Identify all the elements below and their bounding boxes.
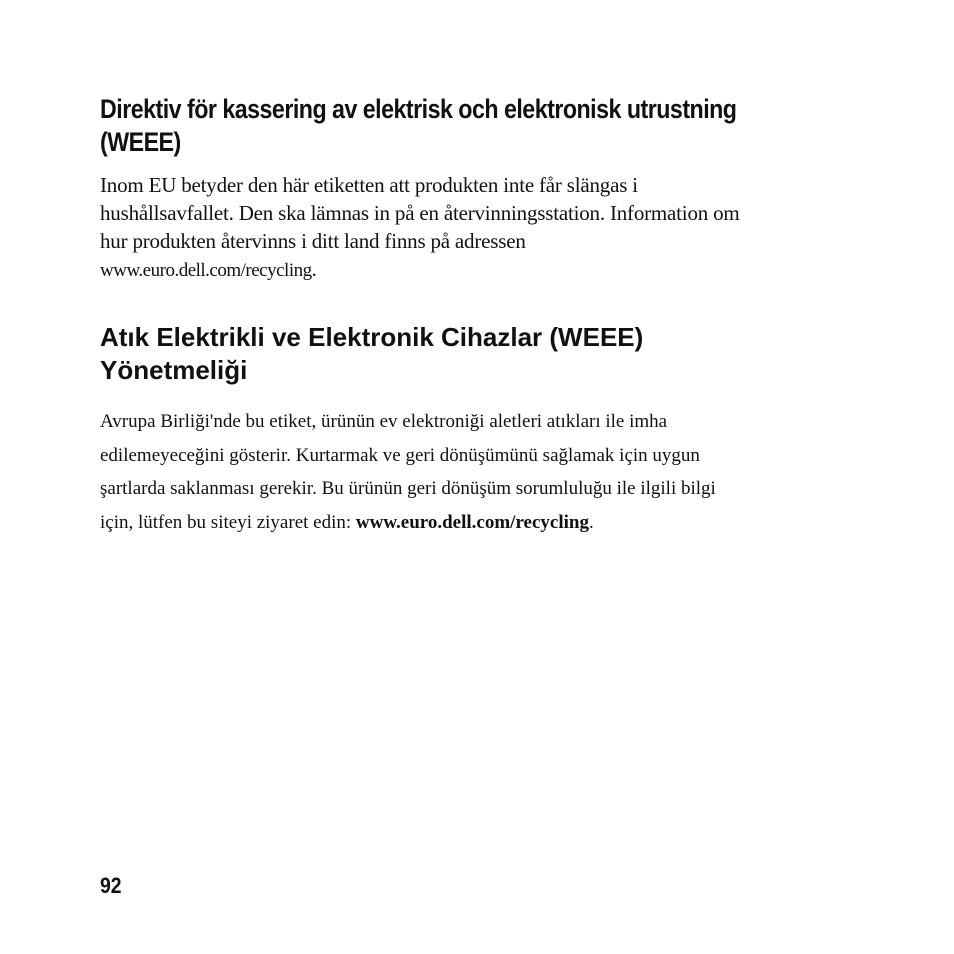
paragraph-weee-turkish	[100, 405, 860, 539]
heading-line: Atık Elektrikli ve Elektronik Cihazlar (WEEE)	[100, 322, 644, 352]
paragraph-line	[100, 255, 860, 285]
recycling-link-turkish[interactable]: www.euro.dell.com/recycling	[355, 511, 589, 533]
section-weee-swedish	[100, 93, 860, 285]
paragraph-line: edilemeyeceğini gösterir. Kurtarmak ve geri dönüşümünü sağlamak için uygun	[100, 444, 700, 466]
heading-weee-turkish	[100, 321, 860, 387]
heading-line: Yönetmeliği	[100, 355, 248, 385]
paragraph-line	[100, 506, 860, 540]
heading-weee-swedish	[100, 93, 857, 159]
paragraph-line: hushållsavfallet. Den ska lämnas in på en återvinningsstation. Information om	[100, 201, 740, 225]
paragraph-line: Avrupa Birliği'nde bu etiket, ürünün ev elektroniği aletleri atıkları ile imha	[100, 411, 668, 432]
url-period: .	[588, 511, 594, 533]
heading-line: (WEEE)	[100, 127, 181, 157]
paragraph-line: hur produkten återvinns i ditt land finns på adressen	[100, 229, 526, 253]
paragraph-line: Inom EU betyder den här etiketten att produkten inte får slängas i	[100, 173, 638, 197]
paragraph-line: şartlarda saklanması gerekir. Bu ürünün geri dönüşüm sorumluluğu ile ilgili bilgi	[100, 478, 716, 499]
paragraph-weee-swedish	[100, 171, 860, 285]
last-line-prefix: için, lütfen bu siteyi ziyaret edin:	[100, 511, 356, 533]
page-number: 92	[100, 873, 122, 898]
section-weee-turkish	[100, 321, 860, 539]
url-period: .	[311, 257, 317, 281]
heading-line: Direktiv för kassering av elektrisk och elektronisk utrustning	[100, 94, 737, 124]
recycling-link-swedish[interactable]: www.euro.dell.com/recycling	[100, 260, 312, 281]
